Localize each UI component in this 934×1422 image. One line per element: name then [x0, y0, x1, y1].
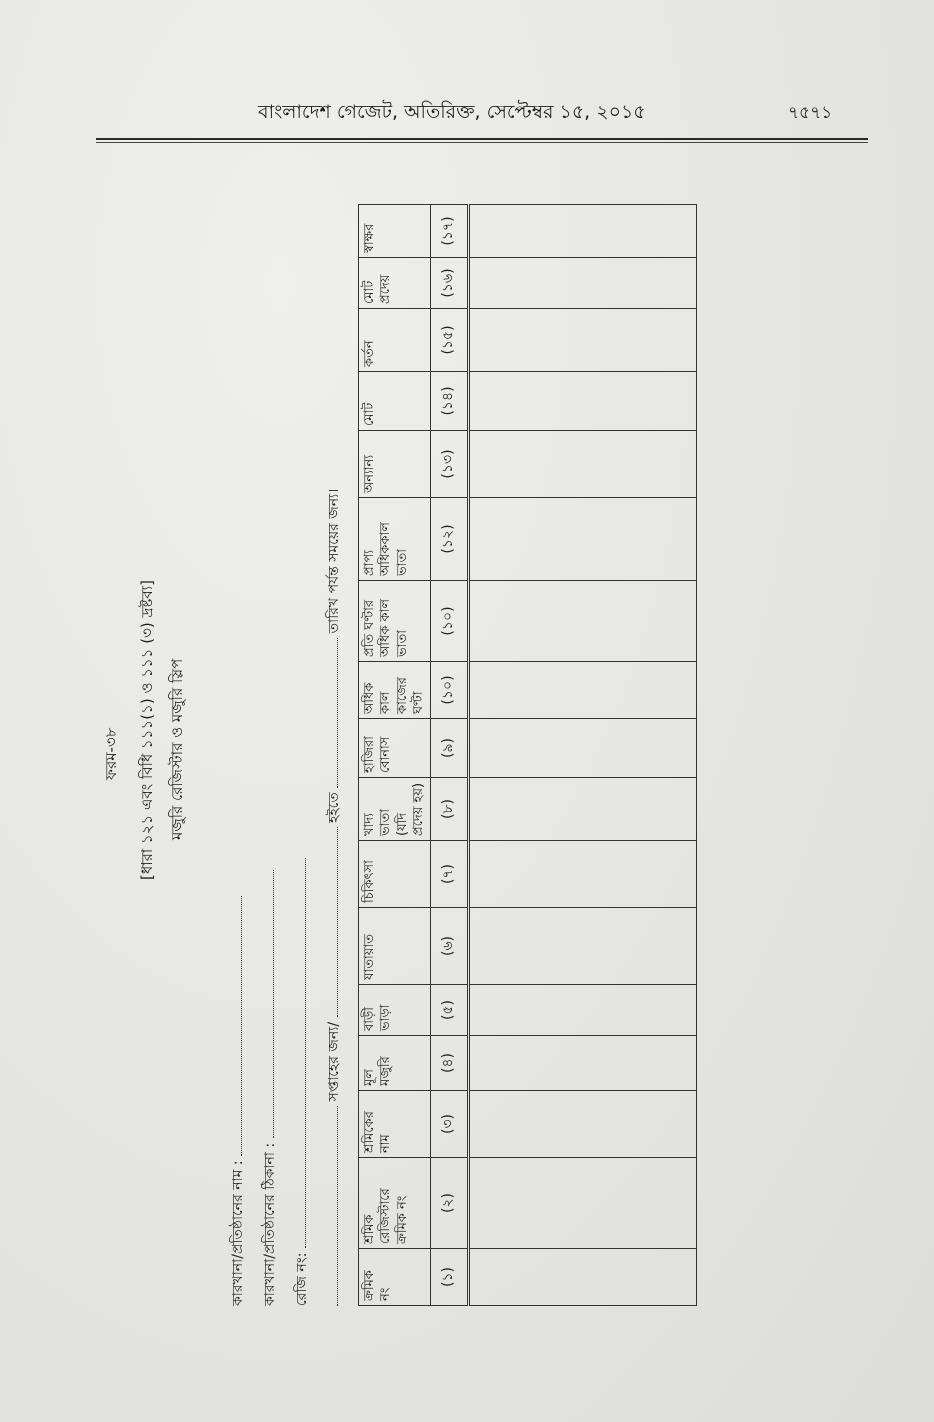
number-cell: (৫) — [431, 985, 469, 1036]
number-cell: (১৭) — [431, 205, 469, 258]
factory-address-blank — [261, 870, 274, 1138]
form-title: মজুরি রেজিস্টার ও মজুরি স্লিপ — [168, 658, 186, 840]
table-number-row — [431, 205, 469, 1306]
blank-cell — [469, 431, 697, 498]
register-no-label: রেজি নং: — [294, 1252, 310, 1306]
number-cell: (১২) — [431, 498, 469, 581]
header-rule-thin — [96, 142, 868, 143]
factory-name-field — [226, 896, 250, 1306]
blank-cell — [469, 778, 697, 841]
wage-register-table — [358, 204, 697, 1306]
law-reference: [ধারা ১২১ এবং বিধি ১১১(১) ও ১১১ (৩) দ্রষ্টব্য] — [138, 580, 156, 880]
header-cell: প্রাপ্য অধিককাল ভাতা — [359, 498, 431, 581]
blank-cell — [469, 498, 697, 581]
number-cell: (১) — [431, 1249, 469, 1306]
blank-cell — [469, 309, 697, 372]
header-cell: স্বাক্ষর — [359, 205, 431, 258]
header-cell: মোট — [359, 372, 431, 431]
blank-cell — [469, 719, 697, 778]
blank-cell — [469, 258, 697, 309]
blank-cell — [469, 1091, 697, 1158]
number-cell: (৭) — [431, 841, 469, 908]
week-label: সপ্তাহের জন্য/ — [326, 1021, 342, 1102]
period-field — [322, 489, 346, 1306]
header-cell: মোট প্রদেয় — [359, 258, 431, 309]
number-cell: (১০) — [431, 581, 469, 662]
from-blank — [325, 827, 338, 1017]
number-cell: (৯) — [431, 719, 469, 778]
page-number: ৭৫৭১ — [788, 103, 833, 123]
factory-name-blank — [229, 896, 242, 1156]
number-cell: (১০) — [431, 662, 469, 719]
number-cell: (১৩) — [431, 431, 469, 498]
form-number: ফরম-৩৮ — [102, 727, 120, 780]
wage-register-form — [96, 160, 756, 1310]
header-cell: কর্তন — [359, 309, 431, 372]
factory-name-label: কারখানা/প্রতিষ্ঠানের নাম : — [230, 1160, 246, 1306]
blank-cell — [469, 908, 697, 985]
blank-cell — [469, 985, 697, 1036]
header-cell: খাদ্য ভাতা (যদি প্রদেয় হয়) — [359, 778, 431, 841]
header-cell: চিকিৎসা — [359, 841, 431, 908]
register-no-field — [290, 858, 314, 1306]
header-rule — [96, 138, 868, 140]
header-cell: মূল মজুরি — [359, 1036, 431, 1091]
blank-cell — [469, 841, 697, 908]
number-cell: (১৪) — [431, 372, 469, 431]
header-cell: অন্যান্য — [359, 431, 431, 498]
table-header-row — [359, 205, 431, 1306]
blank-cell — [469, 372, 697, 431]
header-cell: হাজিরা বোনাস — [359, 719, 431, 778]
header-cell: যাতায়াত — [359, 908, 431, 985]
number-cell: (১৬) — [431, 258, 469, 309]
gazette-header-title: বাংলাদেশ গেজেট, অতিরিক্ত, সেপ্টেম্বর ১৫, ২০১৫ — [258, 101, 646, 123]
number-cell: (৬) — [431, 908, 469, 985]
table-blank-row — [469, 205, 697, 1306]
to-label: তারিখ পর্যন্ত সময়ের জন্য। — [326, 488, 342, 634]
header-cell: শ্রমিকের নাম — [359, 1091, 431, 1158]
week-blank — [325, 1106, 338, 1306]
header-cell: ক্রমিক নং — [359, 1249, 431, 1306]
register-no-blank — [293, 858, 306, 1248]
number-cell: (৪) — [431, 1036, 469, 1091]
blank-cell — [469, 1249, 697, 1306]
from-label: হইতে — [326, 792, 342, 824]
blank-cell — [469, 662, 697, 719]
blank-cell — [469, 1036, 697, 1091]
blank-cell — [469, 1158, 697, 1249]
factory-address-label: কারখানা/প্রতিষ্ঠানের ঠিকানা : — [262, 1142, 278, 1306]
header-cell: বাড়ী ভাড়া — [359, 985, 431, 1036]
to-blank — [325, 638, 338, 788]
factory-address-field — [258, 870, 282, 1306]
header-cell: অধিক কাল কাজের ঘণ্টা — [359, 662, 431, 719]
number-cell: (৮) — [431, 778, 469, 841]
header-cell: প্রতি ঘণ্টার অধিক কাল ভাতা — [359, 581, 431, 662]
blank-cell — [469, 581, 697, 662]
number-cell: (১৫) — [431, 309, 469, 372]
number-cell: (৩) — [431, 1091, 469, 1158]
number-cell: (২) — [431, 1158, 469, 1249]
header-cell: শ্রমিক রেজিস্টারে ক্রমিক নং — [359, 1158, 431, 1249]
blank-cell — [469, 205, 697, 258]
